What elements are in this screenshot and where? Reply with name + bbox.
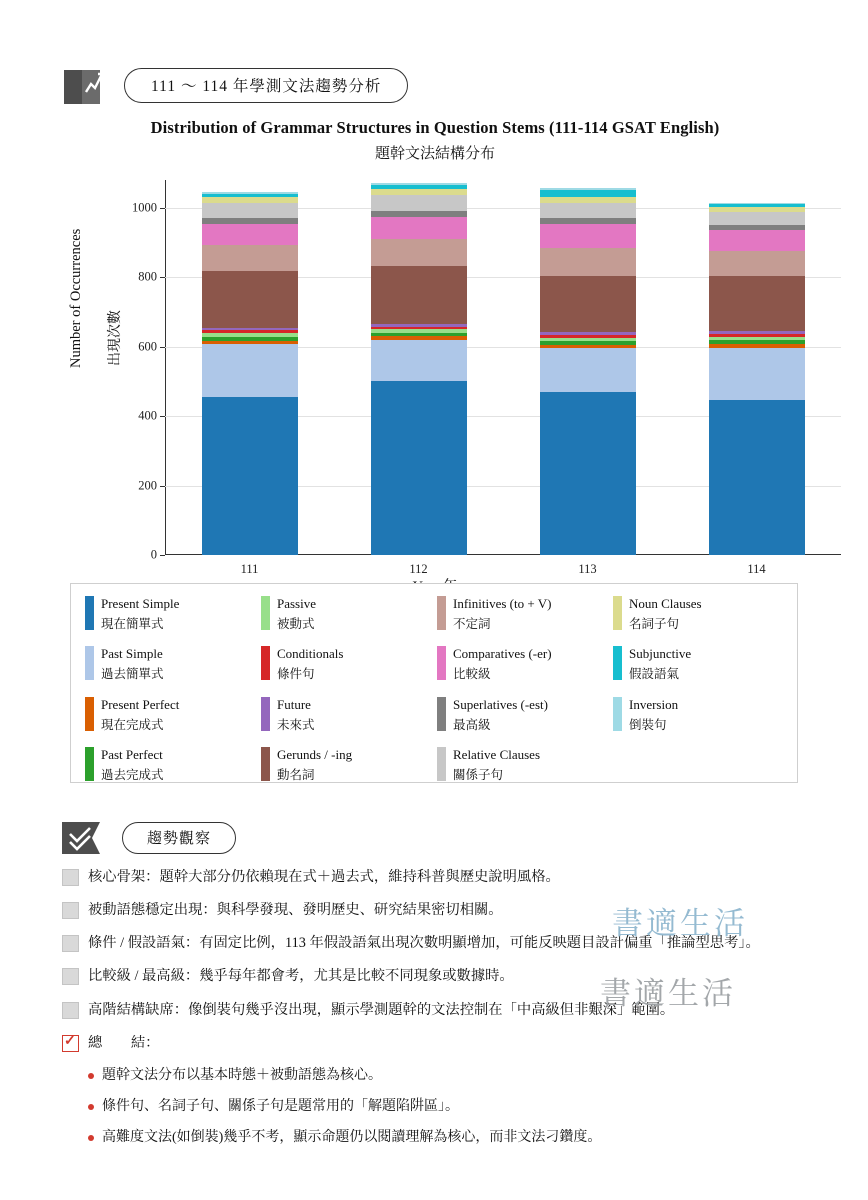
bar-segment [371,217,467,240]
y-tick-label: 0 [150,547,157,562]
legend-label-zh: 過去簡單式 [101,667,164,682]
bar-segment [540,190,636,197]
bar-segment [540,332,636,335]
bar-segment [709,276,805,332]
watermark-primary: 書適生活 [612,906,748,941]
observation-bullet [62,1002,79,1019]
legend-label-en: Passive [277,596,316,611]
bar-segment [371,189,467,195]
bar-segment [709,334,805,337]
legend-label-en: Present Perfect [101,696,180,712]
chart-legend [70,583,798,783]
bar-segment [202,337,298,341]
y-tick-mark [160,486,165,487]
legend-label-zh: 現在完成式 [101,717,164,732]
bar-segment [371,340,467,382]
legend-swatch [613,596,622,630]
observation-text: 高階結構缺席：像倒裝句幾乎沒出現，顯示學測題幹的文法控制在「中高級但非艱深」範圍。 [88,1001,675,1018]
watermark-secondary: 書適生活 [600,976,736,1011]
legend-item [437,695,607,735]
legend-item [261,695,431,735]
bar-segment [371,266,467,323]
legend-label-zh: 條件句 [277,667,315,682]
summary-item [88,1096,792,1117]
legend-label-en: Subjunctive [629,646,692,662]
bar-segment [202,397,298,555]
bar-segment [202,245,298,271]
legend-swatch [261,646,270,680]
bar-segment [709,331,805,334]
y-tick-label: 600 [138,339,157,354]
observation-text: 比較級 / 最高級：幾乎每年都會考，尤其是比較不同現象或數據時。 [88,968,514,985]
x-tick-label: 111 [240,562,259,576]
book-chart-icon [60,62,114,108]
x-tick-label: 114 [747,562,766,576]
legend-swatch [85,747,94,781]
bar-segment [371,329,467,332]
bar-segment [371,239,467,266]
legend-label-en: Noun Clauses [629,596,702,611]
bar-segment [540,276,636,332]
observation-bullet [62,968,79,985]
y-tick-label: 1000 [132,200,157,215]
legend-item [437,745,607,785]
bar-segment [709,230,805,250]
legend-swatch [437,596,446,630]
legend-label-zh: 不定詞 [453,617,491,632]
x-tick-label: 113 [578,562,597,576]
summary-list [88,1065,792,1148]
legend-label-zh: 現在簡單式 [101,617,164,632]
bar-segment [540,203,636,218]
bar-segment [709,203,805,204]
bar-segment [709,348,805,400]
bar-segment [540,248,636,276]
y-tick-label: 200 [138,478,157,493]
bar-segment [709,340,805,344]
legend-item [613,695,783,735]
legend-item [261,644,431,684]
legend-label-zh: 假設語氣 [629,667,680,682]
bar-segment [540,348,636,391]
legend-label-en: Relative Clauses [453,746,541,762]
legend-label-en: Infinitives (to + V) [453,596,552,611]
legend-item [85,644,255,684]
bar-segment [202,194,298,197]
observations-badge-label: 趨勢觀察 [122,822,236,854]
bar-segment [202,203,298,218]
bar-segment [202,224,298,246]
legend-swatch [85,697,94,731]
legend-swatch [261,747,270,781]
observations-banner [60,818,236,858]
legend-label-zh: 過去完成式 [101,768,164,783]
bar-segment [540,218,636,224]
legend-label-zh: 最高級 [453,717,491,732]
bar-segment [371,183,467,185]
y-tick-label: 800 [138,269,157,284]
observation-item [62,866,792,888]
bar-segment [371,185,467,188]
bar-segment [202,330,298,333]
x-tick-label: 112 [409,562,428,576]
legend-swatch [85,646,94,680]
legend-empty [613,745,783,785]
bar-segment [202,333,298,336]
y-tick-mark [160,208,165,209]
bar-stack [709,180,805,555]
bar-segment [202,271,298,327]
legend-label-en: Future [277,696,311,712]
summary-item [88,1065,792,1086]
legend-label-en: Inversion [629,696,679,712]
legend-label-en: Conditionals [277,646,344,662]
legend-item [437,594,607,634]
y-tick-label: 400 [138,408,157,423]
bar-segment [202,197,298,203]
bullet-dot-icon [88,1135,94,1141]
legend-item [261,745,431,785]
legend-label-en: Comparatives (-er) [453,646,552,662]
legend-label-zh: 名詞子句 [629,617,680,632]
legend-item [613,594,783,634]
bar-segment [709,251,805,276]
bar-stack [371,180,467,555]
legend-label-zh: 倒裝句 [629,717,667,732]
bar-segment [202,341,298,344]
legend-item [85,594,255,634]
legend-swatch [437,747,446,781]
bar-segment [371,381,467,555]
bar-segment [709,204,805,207]
bar-segment [709,207,805,212]
legend-item [261,594,431,634]
observation-text: 被動語態穩定出現：與科學發現、發明歷史、研究結果密切相關。 [88,902,503,919]
observation-bullet [62,902,79,919]
chart-subtitle: 題幹文法結構分布 [374,146,495,162]
summary-item-text: 條件句、名詞子句、關係子句是題常用的「解題陷阱區」。 [102,1098,459,1114]
legend-item [437,644,607,684]
plot-area [132,180,841,576]
observation-text: 條件 / 假設語氣：有固定比例，113 年假設語氣出現次數明顯增加，可能反映題目設計偏重「推論型思考」。 [88,935,760,952]
y-tick-mark [160,347,165,348]
y-axis-label: Number of Occurrences [68,228,84,368]
bar-segment [371,327,467,330]
bar-segment [709,344,805,347]
legend-swatch [437,646,446,680]
y-axis-line [165,180,166,555]
summary-item-text: 題幹文法分布以基本時態＋被動語態為核心。 [102,1067,382,1083]
legend-swatch [437,697,446,731]
bar-segment [540,335,636,338]
bar-segment [540,197,636,203]
bar-segment [540,392,636,555]
bar-segment [371,336,467,339]
legend-label-zh: 關係子句 [453,768,504,783]
bar-segment [202,218,298,224]
legend-label-zh: 被動式 [277,617,315,632]
y-tick-mark [160,277,165,278]
observation-text: 核心骨架：題幹大部分仍依賴現在式＋過去式，維持科普與歷史說明風格。 [88,869,560,885]
bullet-dot-icon [88,1073,94,1079]
y-axis-label-zh: 出現次數 [108,310,123,366]
legend-item [613,644,783,684]
legend-label-en: Past Simple [101,646,163,662]
summary-header [62,1032,792,1054]
header-banner [60,62,408,108]
legend-swatch [261,697,270,731]
legend-label-en: Present Simple [101,596,180,611]
bar-segment [709,212,805,225]
legend-swatch [85,596,94,630]
bullet-dot-icon [88,1104,94,1110]
bar-segment [709,337,805,340]
legend-swatch [613,697,622,731]
summary-item [88,1127,792,1148]
legend-item [85,745,255,785]
bar-segment [540,188,636,190]
legend-swatch [261,596,270,630]
observation-bullet [62,869,79,886]
bar-segment [202,344,298,397]
legend-item [85,695,255,735]
observation-bullet [62,935,79,952]
bar-segment [709,225,805,231]
bar-segment [371,333,467,336]
y-tick-mark [160,416,165,417]
summary-item-text: 高難度文法(如倒裝)幾乎不考，顯示命題仍以閱讀理解為核心，而非文法刁鑽度。 [102,1129,602,1145]
legend-swatch [613,646,622,680]
bar-segment [540,341,636,345]
summary-check-icon [62,1035,79,1052]
bar-segment [540,224,636,248]
bar-stack [202,180,298,555]
legend-label-zh: 未來式 [277,717,315,732]
header-badge-label: 111 ～ 114 年學測文法趨勢分析 [124,68,408,103]
bar-segment [540,345,636,348]
summary-label: 總 結： [88,1034,160,1051]
bar-segment [371,211,467,217]
legend-label-en: Superlatives (-est) [453,696,548,712]
chart-container [40,118,830,578]
bar-segment [540,338,636,341]
legend-label-zh: 比較級 [453,667,491,682]
bar-segment [202,192,298,194]
check-banner-icon [60,818,112,858]
bar-stack [540,180,636,555]
legend-label-en: Past Perfect [101,746,163,762]
bar-segment [371,195,467,211]
chart-title: Distribution of Grammar Structures in Question Stems (111-114 GSAT English) [150,118,720,137]
legend-label-en: Gerunds / -ing [277,746,353,762]
bar-segment [709,400,805,555]
bar-segment [371,324,467,327]
bar-segment [202,328,298,331]
y-tick-mark [160,555,165,556]
legend-label-zh: 動名詞 [277,768,315,783]
